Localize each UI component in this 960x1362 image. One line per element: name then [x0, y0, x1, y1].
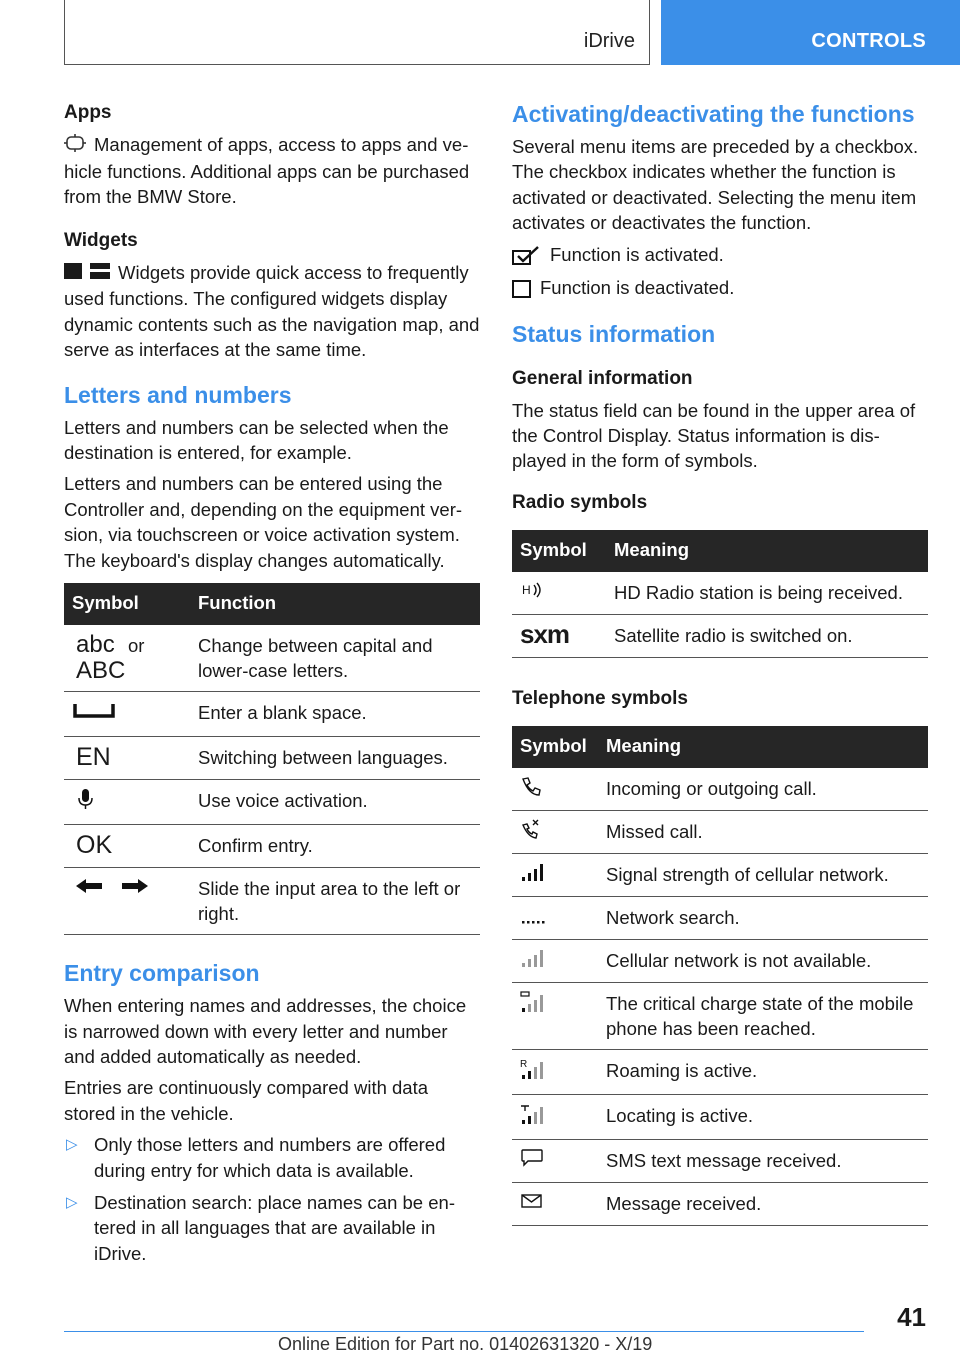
- symbol-cell: [64, 737, 190, 780]
- phone-handset-icon: [520, 776, 542, 796]
- table-row: [64, 868, 480, 935]
- meaning-cell: Missed call.: [598, 810, 928, 853]
- letters-paragraph-1: Letters and numbers can be selected when the destination is entered, for example.: [64, 416, 449, 464]
- meaning-cell: Message received.: [598, 1182, 928, 1225]
- page-number: 41: [897, 1302, 926, 1332]
- table-row: [64, 737, 480, 780]
- missed-call-icon: [520, 819, 542, 839]
- table-row: [512, 1139, 928, 1182]
- status-heading: Status information: [512, 320, 716, 347]
- sxm-icon: sxm: [520, 618, 570, 649]
- col-header-meaning: Meaning: [598, 726, 928, 768]
- unchecked-line: [512, 275, 928, 300]
- list-item: [64, 1190, 480, 1266]
- meaning-cell: HD Radio station is being received.: [606, 572, 928, 615]
- general-info-heading: General information: [512, 367, 693, 389]
- meaning-cell: Network search.: [598, 896, 928, 939]
- arrows-left-right-icon: [76, 876, 148, 896]
- or-label: or: [128, 635, 145, 657]
- symbol-cell: [64, 780, 190, 825]
- symbol-cell: [512, 572, 606, 615]
- checkbox-unchecked-icon: [512, 279, 532, 299]
- widgets-heading: Widgets: [64, 229, 138, 251]
- meaning-cell: The critical charge state of the mobile phone has been reached.: [598, 982, 928, 1049]
- unchecked-text: Function is deactivated.: [540, 276, 735, 298]
- section-title: iDrive: [583, 30, 635, 52]
- symbol-cell: [512, 1094, 598, 1139]
- col-header-symbol: Symbol: [512, 530, 606, 572]
- meaning-cell: SMS text message received.: [598, 1139, 928, 1182]
- network-search-icon: [520, 905, 548, 925]
- meaning-cell: Signal strength of cellular network.: [598, 853, 928, 896]
- table-row: [64, 692, 480, 737]
- meaning-cell: Locating is active.: [598, 1094, 928, 1139]
- telephone-symbols-heading: Telephone symbols: [512, 687, 688, 709]
- locating-icon: [520, 1103, 548, 1125]
- table-row: [64, 780, 480, 825]
- symbol-cell: [64, 868, 190, 935]
- critical-charge-icon: [520, 991, 548, 1013]
- svg-text:R: R: [520, 1058, 528, 1070]
- col-header-meaning: Meaning: [606, 530, 928, 572]
- symbol-cell: [64, 625, 190, 692]
- general-info-paragraph: The status field can be found in the upper area of the Control Display. Status information is displayed in the form of symbols.: [512, 399, 916, 472]
- table-row: [512, 810, 928, 853]
- entry-comparison-heading: Entry comparison: [64, 960, 260, 987]
- widgets-paragraph: [64, 260, 480, 363]
- triangle-bullet-icon: ▷: [66, 1136, 78, 1154]
- meaning-cell: Satellite radio is switched on.: [606, 614, 928, 657]
- table-row: [512, 572, 928, 615]
- symbol-cell: [512, 939, 598, 982]
- chapter-title: CONTROLS: [811, 30, 926, 52]
- svg-text:H: H: [522, 582, 531, 597]
- apps-heading: Apps: [64, 102, 112, 123]
- function-cell: Slide the input area to the left or right.: [190, 868, 480, 935]
- symbol-cell: [512, 1139, 598, 1182]
- letters-paragraph-2: Letters and numbers can be entered using the Controller and, depending on the equipment version, via touchscreen or voice activation system. The keyboard's display changes automatically.: [64, 473, 463, 571]
- table-row: [512, 1049, 928, 1094]
- symbol-cell: [64, 825, 190, 868]
- symbol-cell: [512, 896, 598, 939]
- table-row: [64, 625, 480, 692]
- bullet-text: Only those letters and numbers are offered during entry for which data is available.: [94, 1134, 446, 1181]
- table-row: [512, 853, 928, 896]
- hd-radio-icon: [522, 580, 548, 600]
- table-row: [512, 982, 928, 1049]
- table-row: [512, 1094, 928, 1139]
- symbol-cell: [512, 614, 606, 657]
- right-column: [512, 100, 928, 1226]
- table-row: [512, 1182, 928, 1225]
- footer-divider: [64, 1331, 864, 1332]
- activating-heading: Activating/deactivating the functions: [512, 101, 915, 127]
- symbol-cell: [512, 768, 598, 811]
- footer-edition: Online Edition for Part no. 01402631320 - X/19: [278, 1334, 653, 1354]
- function-cell: Change between capital and lower-case letters.: [190, 625, 480, 692]
- radio-symbols-table: [512, 530, 928, 658]
- function-cell: Enter a blank space.: [190, 692, 480, 737]
- table-row: [512, 614, 928, 657]
- symbol-cell: [512, 853, 598, 896]
- apps-text: Management of apps, access to apps and vehicle functions. Additional apps can be purchased from the BMW Store.: [64, 134, 470, 208]
- keyboard-symbols-table: [64, 583, 480, 935]
- symbol-cell: [64, 692, 190, 737]
- letters-heading: Letters and numbers: [64, 381, 292, 408]
- radio-symbols-heading: Radio symbols: [512, 491, 648, 513]
- header-chapter-box: [661, 0, 960, 65]
- table-row: [512, 939, 928, 982]
- telephone-symbols-table: [512, 726, 928, 1226]
- bullet-text: Destination search: place names can be entered in all languages that are available in iDrive.: [94, 1191, 455, 1264]
- activating-paragraph: Several menu items are preceded by a checkbox. The checkbox indicates whether the function is activated or deactivated. Selecting the menu item activates or deactivates the function.: [512, 136, 919, 234]
- envelope-icon: [520, 1191, 544, 1211]
- microphone-icon: [76, 788, 96, 810]
- table-header-row: [512, 726, 928, 768]
- widgets-text: Widgets provide quick access to frequently used functions. The configured widgets display dynamic contents such as the navigation map, and serve as interfaces at the same time.: [64, 261, 480, 361]
- entry-bullet-list: [64, 1132, 480, 1266]
- meaning-cell: Roaming is active.: [598, 1049, 928, 1094]
- signal-strength-icon: [520, 862, 548, 882]
- checked-text: Function is activated.: [550, 243, 724, 265]
- OK-icon: OK: [76, 831, 113, 860]
- symbol-cell: [512, 810, 598, 853]
- table-header-row: [64, 583, 480, 625]
- roaming-icon: [520, 1058, 548, 1080]
- checked-line: [512, 242, 928, 267]
- symbol-cell: [512, 982, 598, 1049]
- function-cell: Switching between languages.: [190, 737, 480, 780]
- table-row: [64, 825, 480, 868]
- meaning-cell: Cellular network is not available.: [598, 939, 928, 982]
- table-header-row: [512, 530, 928, 572]
- space-bar-icon: [72, 700, 116, 722]
- apps-paragraph: [64, 132, 480, 210]
- table-row: [512, 768, 928, 811]
- network-unavailable-icon: [520, 948, 548, 968]
- col-header-function: Function: [190, 583, 480, 625]
- symbol-cell: [512, 1049, 598, 1094]
- col-header-symbol: Symbol: [64, 583, 190, 625]
- checkbox-checked-icon: [512, 246, 542, 266]
- apps-icon: [64, 133, 86, 158]
- triangle-bullet-icon: ▷: [66, 1193, 78, 1211]
- col-header-symbol: Symbol: [512, 726, 598, 768]
- function-cell: Use voice activation.: [190, 780, 480, 825]
- list-item: [64, 1132, 480, 1183]
- meaning-cell: Incoming or outgoing call.: [598, 768, 928, 811]
- function-cell: Confirm entry.: [190, 825, 480, 868]
- widgets-icon: [64, 261, 110, 286]
- left-column: [64, 100, 480, 1273]
- EN-language-icon: EN: [76, 743, 111, 772]
- header-section-box: [64, 0, 650, 65]
- sms-icon: [520, 1148, 544, 1168]
- abc-ABC-icon: abc ABC or: [76, 631, 145, 685]
- entry-paragraph-1: When entering names and addresses, the choice is narrowed down with every letter and number and added automatically as needed.: [64, 995, 467, 1067]
- table-row: [512, 896, 928, 939]
- symbol-cell: [512, 1182, 598, 1225]
- entry-paragraph-2: Entries are continuously compared with data stored in the vehicle.: [64, 1077, 429, 1124]
